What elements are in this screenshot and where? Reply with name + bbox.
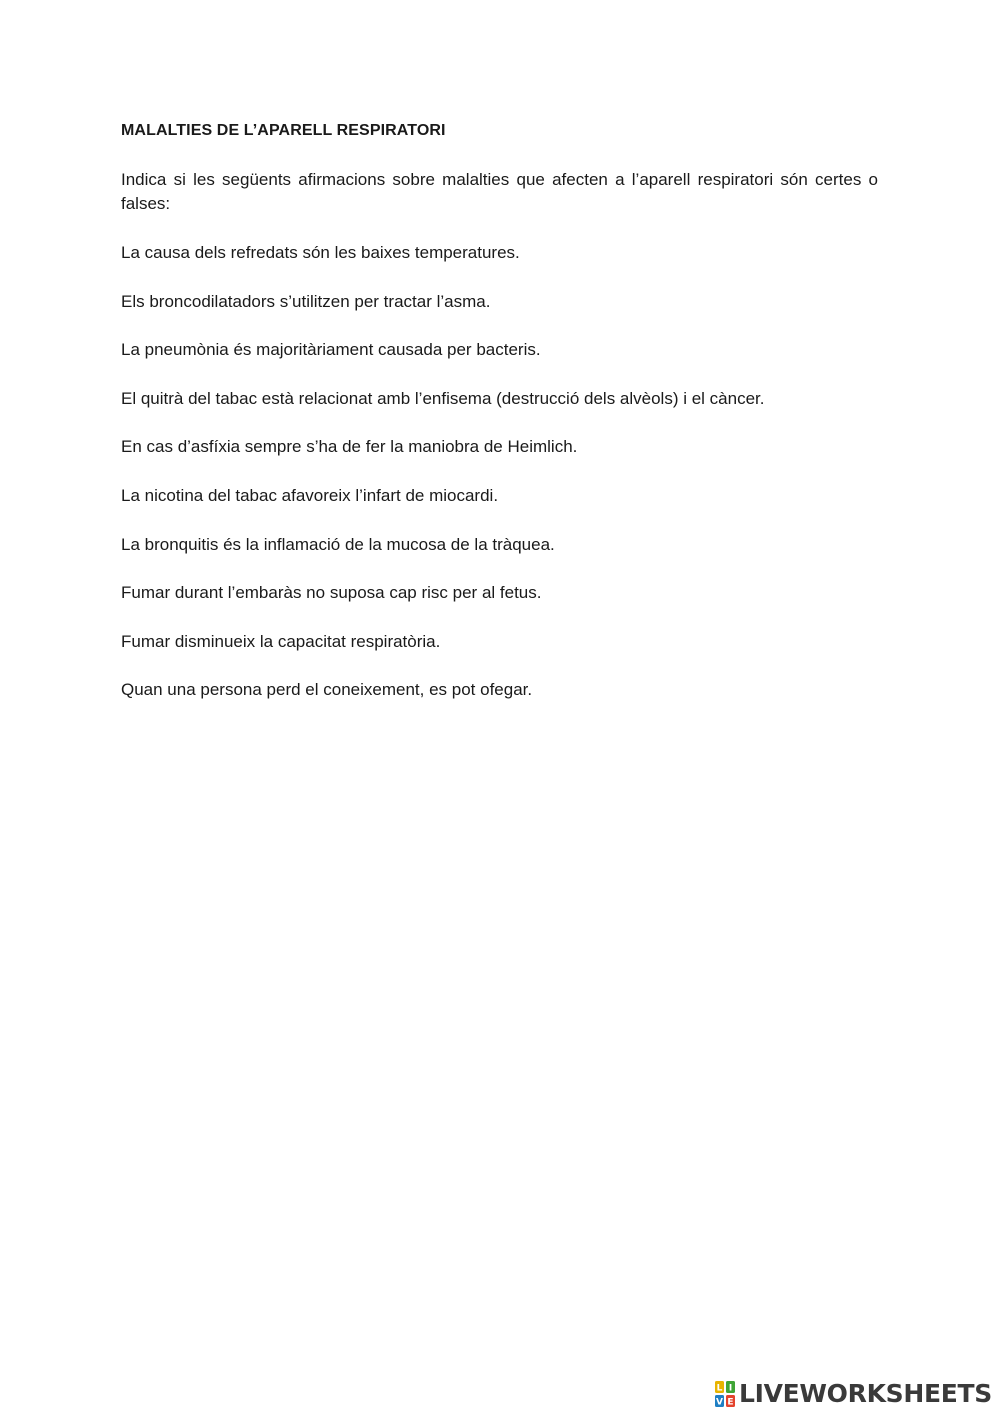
statement-list (121, 241, 878, 702)
statement-item: La pneumònia és majoritàriament causada per bacteris. (121, 340, 541, 360)
statement-item: La bronquitis és la inflamació de la mucosa de la tràquea. (121, 534, 555, 554)
liveworksheets-logo-text: LIVEWORKSHEETS (738, 1379, 992, 1408)
statement-item: El quitrà del tabac està relacionat amb l’enfisema (destrucció dels alvèols) i el càncer. (121, 388, 765, 408)
statement-item: Fumar durant l’embaràs no suposa cap risc per al fetus. (121, 583, 542, 603)
worksheet-instructions: Indica si les següents afirmacions sobre malalties que afecten a l’aparell respiratori són certes o falses: (121, 170, 878, 213)
worksheet-title: MALALTIES DE L’APARELL RESPIRATORI (121, 122, 446, 139)
statement-item: La nicotina del tabac afavoreix l’infart de miocardi. (121, 485, 499, 505)
svg-text:V: V (715, 1397, 723, 1408)
statement-item: Els broncodilatadors s’utilitzen per tractar l’asma. (121, 291, 491, 311)
statement-item: Fumar disminueix la capacitat respiratòria. (121, 631, 441, 651)
svg-text:E: E (727, 1397, 734, 1408)
svg-text:I: I (728, 1383, 733, 1394)
worksheet-content (121, 120, 878, 727)
statement-item: En cas d’asfíxia sempre s’ha de fer la maniobra de Heimlich. (121, 437, 578, 457)
liveworksheets-logo-icon (714, 1380, 736, 1408)
liveworksheets-logo (714, 1379, 992, 1409)
statement-item: Quan una persona perd el coneixement, es pot ofegar. (121, 680, 533, 700)
svg-text:L: L (716, 1383, 723, 1394)
statement-item: La causa dels refredats són les baixes temperatures. (121, 243, 520, 262)
